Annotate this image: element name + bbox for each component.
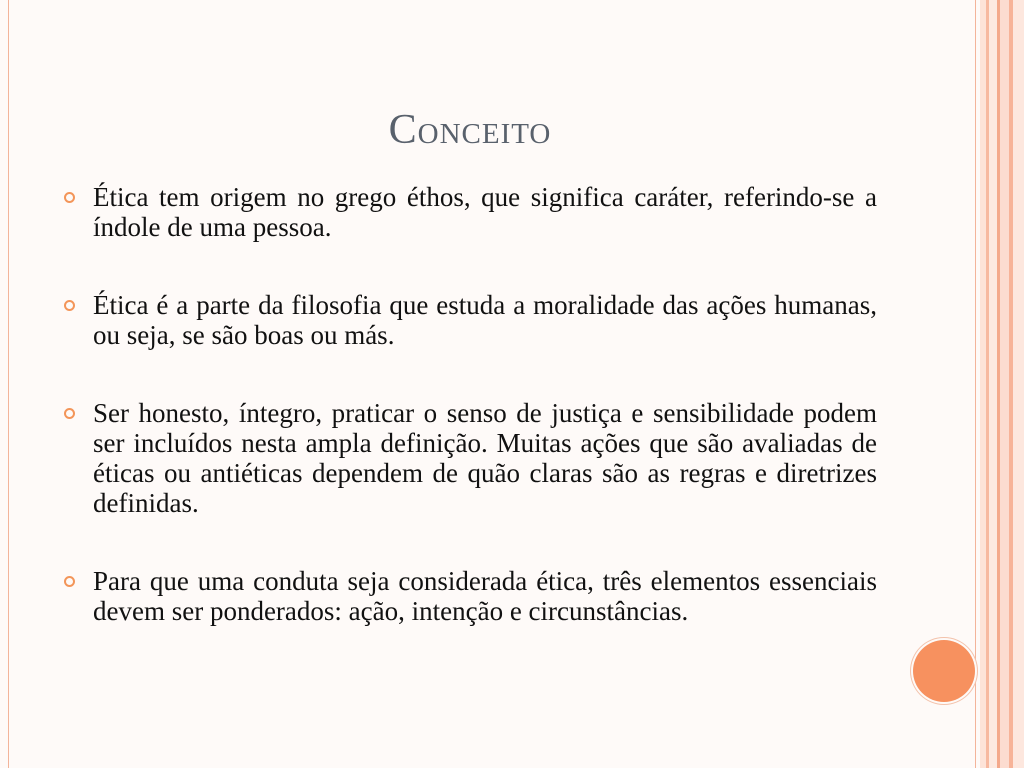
decorative-stripe (1000, 0, 1009, 768)
bullet-text: Ética tem origem no grego éthos, que significa caráter, referindo-se a índole de uma pessoa. (93, 182, 877, 242)
bullet-text: Ética é a parte da filosofia que estuda a moralidade das ações humanas, ou seja, se são boas ou más. (93, 290, 877, 350)
bullet-text: Para que uma conduta seja considerada ética, três elementos essenciais devem ser ponderados: ação, intenção e circunstâncias. (93, 566, 877, 626)
bullet-item (62, 566, 877, 626)
accent-circle (913, 640, 975, 702)
circle-bullet-icon (64, 300, 75, 311)
circle-bullet-icon (64, 576, 75, 587)
decorative-stripe (989, 0, 997, 768)
bullet-list (62, 182, 877, 674)
bullet-item (62, 290, 877, 350)
bullet-item (62, 398, 877, 518)
right-border-line (975, 0, 976, 768)
slide-title: Conceito (388, 107, 552, 153)
bullet-item (62, 182, 877, 242)
decorative-stripe (1013, 0, 1024, 768)
bullet-text: Ser honesto, íntegro, praticar o senso de justiça e sensibilidade podem ser incluídos nesta ampla definição. Muitas ações que são avaliadas de éticas ou antiéticas dependem de quão claras são as regras e diretrizes definidas. (93, 398, 877, 518)
circle-bullet-icon (64, 192, 75, 203)
circle-bullet-icon (64, 408, 75, 419)
